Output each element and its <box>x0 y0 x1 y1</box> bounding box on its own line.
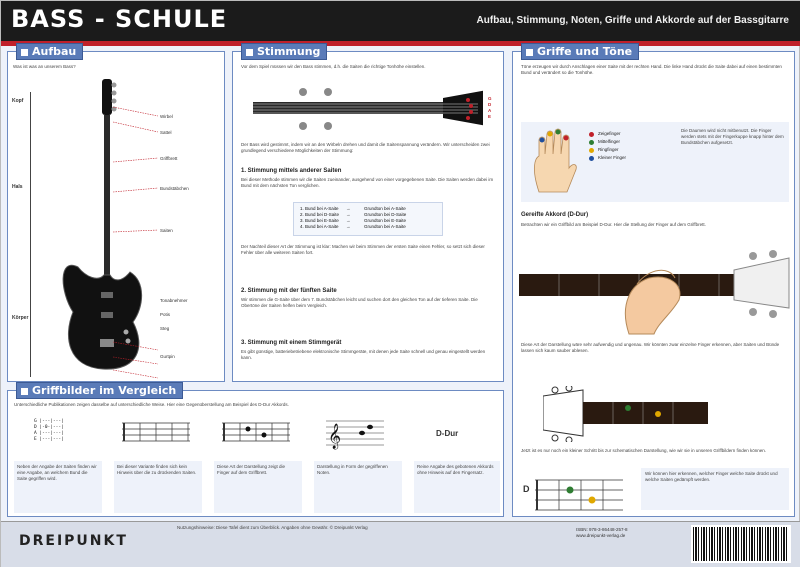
hand-note: Die Daumen wird nicht mitbenutzt. Die Finger werden stets mit der Fingerkuppe knapp hinter dem Bundstäbchen aufgesetzt. <box>681 128 784 145</box>
part-gurtpin: Gurtpin <box>160 354 175 359</box>
headstock <box>102 79 112 115</box>
aufbau-question: Was ist was an unserem Bass? <box>13 64 76 69</box>
neck <box>104 115 110 275</box>
chord-note-box: Wir können hier erkennen, welcher Finger welche Saite drückt und welche Saiten gedämpft werden. <box>641 468 789 510</box>
label-koerper: Körper <box>12 315 29 321</box>
part-tonabnehmer: Tonabnehmer <box>160 298 188 303</box>
isbn-info: ISBN: 978-3-86448-257-8 www.dreipunkt-verlag.de <box>576 527 628 538</box>
dreipunkt-logo: DREIPUNKT <box>19 533 128 549</box>
footer-notice: Nutzungshinweise: Diese Tafel dient zum Überblick. Angaben ohne Gewähr. © Dreipunkt Verlag <box>177 525 368 530</box>
red-divider <box>1 41 800 46</box>
griffe-paragraph-2: Betrachten wir ein Griffbild am Beispiel D-Dur. Hier die Stellung der Finger auf dem Griffbrett. <box>521 222 706 227</box>
stimmung-paragraph-3: Der Nachteil dieser Art der Stimmung ist klar: Machen wir beim Stimmen der ersten Saite einen Fehler, so setzt sich dieser Fehler über alle weiteren Saiten fort. <box>241 244 485 255</box>
headstock-tuning-illustration <box>253 80 483 136</box>
part-saiten: Saiten <box>160 228 173 233</box>
panel-title-stimmung: Stimmung <box>241 43 327 60</box>
heading-method-3: 3. Stimmung mit einem Stimmgerät <box>241 340 342 346</box>
panel-title-griffbilder: Griffbilder im Vergleich <box>16 382 183 399</box>
griffe-paragraph-1: Töne erzeugen wir durch Anschlagen einer Saite mit der rechten Hand. Die linke Hand drückt die Saite dabei auf einen bestimmten Bund und verändert so die Tonhöhe. <box>521 64 782 75</box>
tab-notation: G |---|---| D |-0-|---| A |---|---| E |---|---| <box>34 419 64 442</box>
poster-title: BASS - SCHULE <box>11 5 228 33</box>
panel-griffe <box>512 45 795 517</box>
part-leader-lines <box>113 102 163 382</box>
heading-d-dur: Gereifte Akkord (D-Dur) <box>521 212 589 218</box>
barcode <box>691 525 791 563</box>
stimmung-paragraph-5: Es gibt günstige, batteriebetriebene elektronische Stimmgeräte, mit denen jede Saite schnell und genau eingestellt werden kann. <box>241 349 486 360</box>
neck-schematic-illustration <box>543 386 713 442</box>
string-g: G <box>488 96 492 101</box>
part-bundstaebchen: Bundstäbchen <box>160 186 189 191</box>
hand-finger-box <box>521 122 789 202</box>
tuning-steps-table: 1. Bund bei A-Saite 2. Bund bei D-Saite 3. Bund bei E-Saite 4. Bund bei A-Saite → → → → Grundton bei A-Saite Grundton bei D-Saite Grundton bei E-Saite Grundton bei A-Saite <box>293 202 443 236</box>
griffe-paragraph-3: Diese Art der Darstellung wäre sehr aufwendig und ungenau. Wir könnten zwar einzelne Finger erkennen, aber Saiten und Bünde lassen sich kaum sauber ablesen. <box>521 342 780 353</box>
hand-on-fretboard-illustration <box>519 244 791 336</box>
chord-name-ddur: D-Dur <box>436 429 459 438</box>
stimmung-paragraph-4: Wir stimmen die G-Saite über dem 7. Bundstäbchen leicht und suchen dort den gleichen Ton auf der tieferen Saite. Die Obertöne der Saiten helfen beim Vergleich. <box>241 297 478 308</box>
heading-method-1: 1. Stimmung mittels anderer Saiten <box>241 168 342 174</box>
finger-legend: Zeigefinger Mittelfinger Ringfinger Kleiner Finger <box>589 130 626 162</box>
caption-box-4: Darstellung in Form der gegriffenen Noten. <box>314 461 402 513</box>
chord-diagram <box>535 472 625 512</box>
hand-icon <box>529 128 579 196</box>
staff-notation <box>326 413 386 451</box>
finger-dot-ringfinger <box>589 148 594 153</box>
part-steg: Steg <box>160 326 170 331</box>
panel-title-aufbau: Aufbau <box>16 43 83 60</box>
griffbilder-intro: Unterschiedliche Publikationen zeigen dasselbe auf unterschiedliche Weise. Hier eine Gegenüberstellung am Beispiel des D-Dur Akkords. <box>14 402 289 407</box>
fretboard-grid-diagram <box>122 417 192 447</box>
label-kopf: Kopf <box>12 98 24 104</box>
string-d: D <box>488 102 492 107</box>
finger-dot-mittelfinger <box>589 140 594 145</box>
stimmung-paragraph-2: Bei dieser Methode stimmen wir die Saiten zueinander, ausgehend von einer vorgegebenen Saite. Die Saiten werden dabei im Bund mit dem nächsten Ton verglichen. <box>241 177 494 188</box>
finger-dot-kleiner-finger <box>589 156 594 161</box>
poster-subtitle: Aufbau, Stimmung, Noten, Griffe und Akkorde auf der Bassgitarre <box>476 15 789 26</box>
griffe-paragraph-4: Jetzt ist es nur noch ein kleiner Schritt bis zur schematischen Darstellung, wie wir sie in unseren Griffbildern finden können. <box>521 448 767 453</box>
part-sattel: Sattel <box>160 130 172 135</box>
caption-box-1: Neben der Angabe der Saiten finden wir eine Angabe, an welchem Bund die Saite gegriffen wird. <box>14 461 102 513</box>
string-e: E <box>488 114 492 119</box>
title-bar <box>1 1 800 41</box>
label-hals: Hals <box>12 184 23 190</box>
chord-label: D <box>523 484 530 494</box>
panel-aufbau <box>7 45 225 382</box>
panel-griffbilder <box>7 384 504 517</box>
panel-stimmung <box>232 45 504 382</box>
caption-box-2: Bei dieser Variante finden sich kein Hinweis über die zu drückenden Saiten. <box>114 461 202 513</box>
caption-box-5: Reine Angabe des gebotenen Akkords ohne Hinweis auf den Fingersatz. <box>414 461 500 513</box>
heading-method-2: 2. Stimmung mit der fünften Saite <box>241 288 337 294</box>
part-wirbel: Wirbel <box>160 114 173 119</box>
string-a: A <box>488 108 492 113</box>
part-potis: Potis <box>160 312 171 317</box>
finger-dot-zeigefinger <box>589 132 594 137</box>
svg-text:𝄞: 𝄞 <box>328 424 342 449</box>
finger-position-diagram <box>222 417 292 447</box>
side-bracket <box>30 92 31 377</box>
part-griffbrett: Griffbrett <box>160 156 178 161</box>
stimmung-paragraph-1: Der Bass wird gestimmt, indem wir an den Wirbeln drehen und damit die Saitenspannung verändern. Wir unterscheiden zwei grundlegend verschiedene Möglichkeiten der Stimmung: <box>241 142 490 153</box>
stimmung-intro: Vor dem Spiel müssen wir den Bass stimmen, d.h. die Saiten die richtige Tonhöhe einstellen. <box>241 64 426 69</box>
panel-title-griffe: Griffe und Töne <box>521 43 639 60</box>
caption-box-3: Diese Art der Darstellung zeigt die Finger auf dem Griffbrett. <box>214 461 302 513</box>
